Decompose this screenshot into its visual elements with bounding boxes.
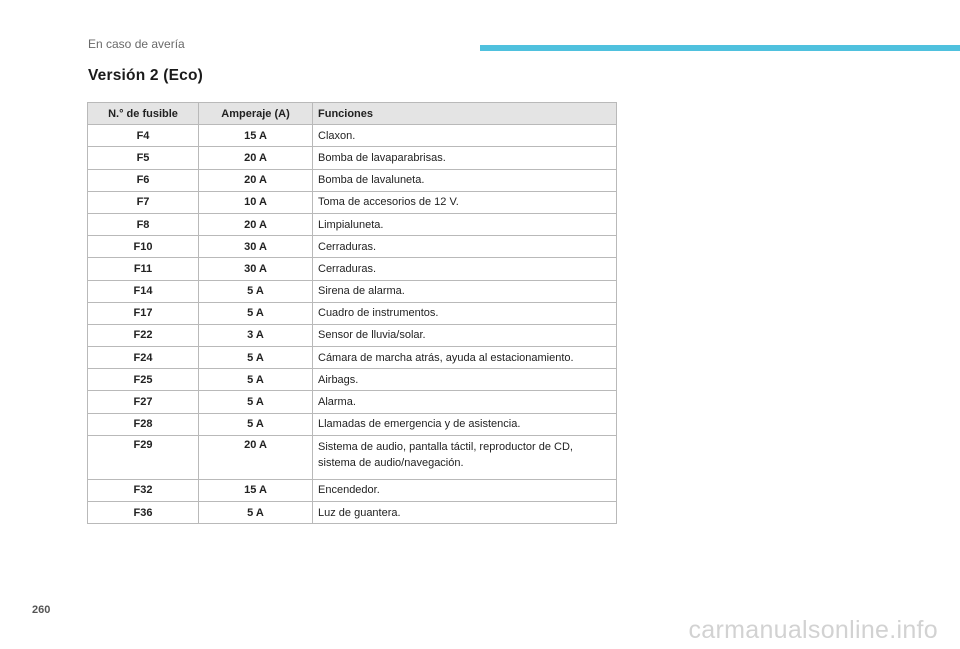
header-accent-bar [480,45,960,51]
fuse-number-cell: F24 [88,347,199,369]
table-row [88,125,617,147]
table-row [88,280,617,302]
fuse-number-cell: F17 [88,302,199,324]
column-header-fuse-number: N.° de fusible [88,103,199,125]
table-row [88,369,617,391]
function-cell: Encendedor. [313,479,617,501]
amperage-cell: 5 A [199,391,313,413]
function-cell: Limpialuneta. [313,213,617,235]
page-number: 260 [32,604,51,616]
amperage-cell: 3 A [199,324,313,346]
fuse-number-cell: F5 [88,147,199,169]
fuse-number-cell: F22 [88,324,199,346]
fuse-number-cell: F25 [88,369,199,391]
amperage-cell: 20 A [199,435,313,479]
table-row [88,502,617,524]
function-cell: Bomba de lavaluneta. [313,169,617,191]
column-header-amperage: Amperaje (A) [199,103,313,125]
column-header-functions: Funciones [313,103,617,125]
fuse-number-cell: F11 [88,258,199,280]
amperage-cell: 15 A [199,479,313,501]
amperage-cell: 30 A [199,236,313,258]
table-row [88,169,617,191]
table-row [88,147,617,169]
function-cell: Cerraduras. [313,236,617,258]
table-row [88,324,617,346]
table-row [88,435,617,479]
fuse-number-cell: F14 [88,280,199,302]
function-cell: Cerraduras. [313,258,617,280]
amperage-cell: 15 A [199,125,313,147]
table-row [88,258,617,280]
table-row [88,413,617,435]
table-row [88,479,617,501]
function-cell: Sensor de lluvia/solar. [313,324,617,346]
table-header-row [88,103,617,125]
table-row [88,347,617,369]
table-row [88,302,617,324]
amperage-cell: 5 A [199,502,313,524]
function-cell: Claxon. [313,125,617,147]
fuse-number-cell: F29 [88,435,199,479]
fuse-number-cell: F7 [88,191,199,213]
amperage-cell: 20 A [199,169,313,191]
section-header-label: En caso de avería [88,37,185,51]
amperage-cell: 10 A [199,191,313,213]
fuse-number-cell: F10 [88,236,199,258]
function-cell: Toma de accesorios de 12 V. [313,191,617,213]
fuse-number-cell: F36 [88,502,199,524]
fuse-number-cell: F28 [88,413,199,435]
function-cell: Cuadro de instrumentos. [313,302,617,324]
function-cell: Llamadas de emergencia y de asistencia. [313,413,617,435]
function-cell: Bomba de lavaparabrisas. [313,147,617,169]
function-cell: Cámara de marcha atrás, ayuda al estacionamiento. [313,347,617,369]
fuse-number-cell: F4 [88,125,199,147]
function-cell: Airbags. [313,369,617,391]
amperage-cell: 30 A [199,258,313,280]
amperage-cell: 5 A [199,413,313,435]
fuse-number-cell: F27 [88,391,199,413]
amperage-cell: 20 A [199,213,313,235]
amperage-cell: 5 A [199,347,313,369]
table-row [88,236,617,258]
watermark: carmanualsonline.info [688,616,938,644]
fuse-number-cell: F8 [88,213,199,235]
function-cell: Sirena de alarma. [313,280,617,302]
table-row [88,391,617,413]
table-row [88,213,617,235]
function-cell: Luz de guantera. [313,502,617,524]
amperage-cell: 5 A [199,369,313,391]
amperage-cell: 5 A [199,302,313,324]
page-title: Versión 2 (Eco) [88,67,203,84]
function-cell: Sistema de audio, pantalla táctil, reproductor de CD, sistema de audio/navegación. [313,435,617,479]
fuse-number-cell: F32 [88,479,199,501]
table-row [88,191,617,213]
amperage-cell: 20 A [199,147,313,169]
fuse-table [87,102,617,524]
amperage-cell: 5 A [199,280,313,302]
fuse-number-cell: F6 [88,169,199,191]
function-cell: Alarma. [313,391,617,413]
